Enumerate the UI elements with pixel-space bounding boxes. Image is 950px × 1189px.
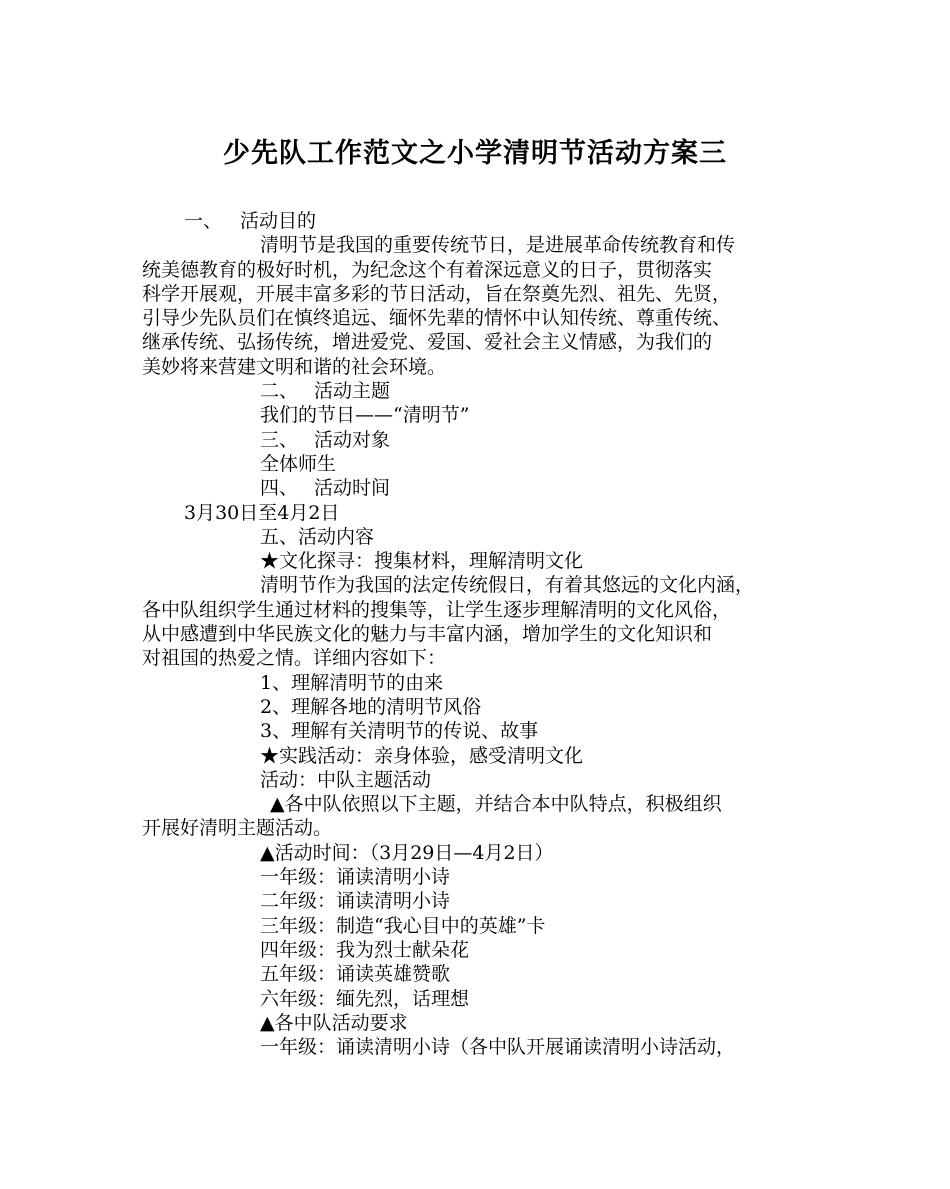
theme-text: 我们的节日——“清明节”	[260, 404, 470, 427]
document-title: 少先队工作范文之小学清明节活动方案三	[223, 138, 727, 169]
activity-time: ▲活动时间：（3月29日—4月2日）	[260, 841, 554, 864]
grade-item: 六年级：缅先烈，话理想	[260, 987, 470, 1010]
section-heading-purpose	[142, 209, 832, 233]
section-title: 活动主题	[314, 380, 391, 403]
grade-item: 五年级：诵读英雄赞歌	[260, 963, 451, 986]
section-number: 三、	[260, 428, 299, 451]
section-heading-theme	[142, 379, 832, 403]
activity-label: 活动：中队主题活动	[260, 768, 432, 791]
grade-item: 三年级：制造“我心目中的英雄”卡	[260, 914, 546, 937]
paragraph-line: 开展好清明主题活动。	[142, 817, 333, 840]
practice-heading: ★实践活动：亲身体验，感受清明文化	[260, 744, 584, 767]
paragraph-line: 各中队组织学生通过材料的搜集等，让学生逐步理解清明的文化风俗，	[142, 598, 732, 621]
list-item: 3、理解有关清明节的传说、故事	[260, 720, 539, 743]
paragraph-line: 美妙将来营建文明和谐的社会环境。	[142, 355, 447, 378]
paragraph-line: 继承传统、弘扬传统，增进爱党、爱国、爱社会主义情感，为我们的	[142, 331, 713, 354]
requirements-heading: ▲各中队活动要求	[260, 1011, 408, 1034]
section-title: 活动对象	[314, 428, 391, 451]
list-item: 2、理解各地的清明节风俗	[260, 695, 482, 718]
section-title: 活动目的	[240, 210, 317, 232]
time-text: 3月30日至4月2日	[184, 501, 340, 524]
grade-item: 一年级：诵读清明小诗	[260, 866, 451, 889]
section-heading-audience	[142, 428, 832, 452]
section-number: 四、	[260, 477, 299, 500]
section-heading-time	[142, 476, 832, 500]
culture-heading: ★文化探寻：搜集材料，理解清明文化	[260, 550, 584, 573]
document-body	[142, 209, 832, 1059]
list-item: 1、理解清明节的由来	[260, 671, 444, 694]
section-heading-content: 五、活动内容	[260, 525, 375, 548]
grade-item: 四年级：我为烈士献朵花	[260, 938, 470, 961]
section-number: 二、	[260, 380, 299, 403]
paragraph-line: 科学开展观，开展丰富多彩的节日活动，旨在祭奠先烈、祖先、先贤，	[142, 282, 732, 305]
audience-text: 全体师生	[260, 452, 337, 475]
paragraph-line: ▲各中队依照以下主题，并结合本中队特点，积极组织	[270, 793, 722, 816]
paragraph-line: 从中感遭到中华民族文化的魅力与丰富内涵，增加学生的文化知识和	[142, 623, 713, 646]
paragraph-line: 清明节是我国的重要传统节日，是进展革命传统教育和传	[260, 234, 736, 257]
section-title: 活动时间	[314, 477, 391, 500]
paragraph-line: 清明节作为我国的法定传统假日，有着其悠远的文化内涵，	[260, 574, 755, 597]
paragraph-line: 引导少先队员们在慎终追远、缅怀先辈的情怀中认知传统、尊重传统、	[142, 307, 732, 330]
grade-item: 二年级：诵读清明小诗	[260, 890, 451, 913]
paragraph-line: 统美德教育的极好时机，为纪念这个有着深远意义的日子，贯彻落实	[142, 258, 713, 281]
requirement-item: 一年级：诵读清明小诗（各中队开展诵读清明小诗活动，	[260, 1036, 736, 1059]
paragraph-line: 对祖国的热爱之情。详细内容如下：	[142, 647, 447, 670]
section-number: 一、	[184, 210, 223, 232]
